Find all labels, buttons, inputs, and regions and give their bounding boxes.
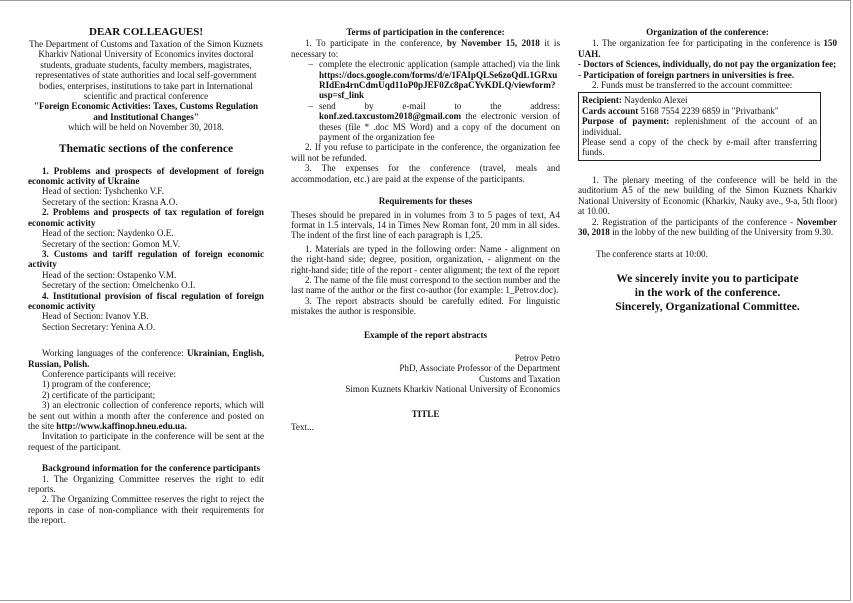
signature-line: Sincerely, Organizational Committee. xyxy=(615,300,800,313)
invite-line: in the work of the conference. xyxy=(634,286,781,299)
example-degree: PhD, Associate Professor of the Department xyxy=(399,363,560,374)
section-title: 2. Problems and prospects of tax regulation of foreign economic activity xyxy=(28,207,264,228)
invite-line: We sincerely invite you to participate xyxy=(616,272,799,285)
organization-heading: Organization of the conference: xyxy=(646,27,769,37)
section-3 xyxy=(28,249,264,291)
background-item: 2. The Organizing Committee reserves the right to reject the reports in case of non-compliance with their requirements for the report. xyxy=(28,494,264,526)
section-head: Head of section: Tyshchenko V.F. xyxy=(42,186,164,197)
column-right xyxy=(578,22,837,314)
section-title: 3. Customs and tariff regulation of foreign economic activity xyxy=(28,248,264,270)
receive-lead: Conference participants will receive: xyxy=(42,368,177,379)
payment-details-box xyxy=(578,92,821,160)
section-secretary: Section Secretary: Yenina A.O. xyxy=(42,321,156,332)
terms-deadline: by November 15, 2018 xyxy=(446,38,540,49)
conference-email-link[interactable]: konf.zed.taxcustom2018@gmail.com xyxy=(319,111,462,122)
requirements-heading: Requirements for theses xyxy=(378,196,473,207)
foreign-partners-note: - Participation of foreign partners in universities is free. xyxy=(578,69,795,80)
column-middle xyxy=(291,22,560,432)
section-head: Head of the section: Ostapenko V.M. xyxy=(42,269,177,280)
example-organization: Simon Kuznets Kharkiv National University of Economics xyxy=(345,384,560,395)
check-note: Please send a copy of the check by e-mail after transferring funds. xyxy=(582,137,817,158)
receive-item-text: 3) an electronic collection of conference reports, which will be sent out within a month after the conference and posted on the site xyxy=(28,400,264,431)
registration-date: November 30, 2018 xyxy=(578,216,837,237)
cards-account-value: 5168 7554 2239 6859 in "Privatbank" xyxy=(638,105,779,116)
example-author: Petrov Petro xyxy=(514,352,560,363)
fee-label: 1. The organization fee for participating in the conference is xyxy=(592,38,824,49)
recipient-value: Naydenko Alexei xyxy=(621,95,688,106)
terms-bullet-application xyxy=(291,59,560,101)
recipient-label: Recipient: xyxy=(582,95,622,106)
collection-link[interactable]: http://www.kaffinop.hneu.edu.ua. xyxy=(56,421,187,431)
payment-purpose-value: replenishment of the account of an individual. xyxy=(582,116,818,137)
example-text: Text... xyxy=(291,422,314,432)
terms-heading: Terms of participation in the conference: xyxy=(346,27,505,37)
application-form-link[interactable]: https://docs.google.com/forms/d/e/1FAIpQLSe6zoQdL1GRxuRIdEn4rnCdmUqd11oP0pJEF0Zc8paCYvKDLQ/viewform?usp=sf_link xyxy=(319,69,558,101)
fee-text xyxy=(578,38,837,59)
application-instruction: complete the electronic application (sample attached) via the link xyxy=(319,59,560,70)
requirement-item: 2. The name of the file must correspond to the section number and the last name of the author or the first co-author (for example: 1_Petrov.doc). xyxy=(291,274,560,296)
example-department: Customs and Taxation xyxy=(478,373,560,384)
greeting: DEAR COLLEAGUES! xyxy=(89,26,203,38)
conference-title: "Foreign Economic Activities: Taxes, Customs Regulation and Institutional Changes" xyxy=(33,101,259,122)
sections-heading: Thematic sections of the conference xyxy=(58,142,234,155)
registration-text: 2. Registration of the participants of the conference - xyxy=(592,216,797,227)
requirement-item: 1. Materials are typed in the following order: Name - alignment on the right-hand side; degree, position, organization, - alignment on the right-hand side; title of the report - center alignment; the text of the report xyxy=(291,243,560,275)
section-secretary: Secretary of the section: Omelchenko O.I. xyxy=(42,280,196,291)
receive-item: 1) program of the conference; xyxy=(42,379,151,390)
cards-account-label: Cards account xyxy=(582,105,639,116)
fee-amount: 150 UAH. xyxy=(578,38,837,59)
working-languages-value: Ukrainian, English, Russian, Polish. xyxy=(28,348,264,369)
recipient xyxy=(582,95,817,105)
payment-purpose xyxy=(582,116,817,137)
email-instruction: send by e-mail to the address: xyxy=(319,100,560,111)
requirement-item: 3. The report abstracts should be carefully edited. For linguistic mistakes the author is responsible. xyxy=(291,295,560,317)
requirements-text: Theses should be prepared in in volumes from 3 to 5 pages of text, A4 format in 1.5 intervals, 14 in Times New Roman font, 20 mm in all sides. The indent of the first line of each paragraph is 1,25. xyxy=(291,209,560,241)
working-languages-label: Working languages of the conference: xyxy=(42,348,188,359)
payment-purpose-label: Purpose of payment: xyxy=(582,116,670,127)
dash-bullet-icon: – xyxy=(308,59,313,70)
registration xyxy=(578,217,837,238)
section-head: Head of Section: Ivanov Y.B. xyxy=(42,311,149,322)
registration-tail: in the lobby of the new building of the University from 9.30. xyxy=(609,226,834,237)
example-title: TITLE xyxy=(411,408,440,419)
transfer-note: 2. Funds must be transferred to the account committee: xyxy=(592,80,793,91)
dash-bullet-icon: – xyxy=(308,100,313,111)
section-1 xyxy=(28,166,264,208)
bullet-text xyxy=(319,101,560,143)
section-secretary: Secretary of the section: Krasna A.O. xyxy=(42,196,178,207)
working-languages xyxy=(28,348,264,369)
bullet-text xyxy=(319,59,560,101)
terms-bullet-email xyxy=(291,101,560,143)
cards-account xyxy=(582,106,817,116)
invitation-note: Invitation to participate in the conference will be sent at the request of the participant. xyxy=(28,431,264,452)
receive-item xyxy=(28,400,264,431)
terms-intro-text: 1. To participate in the conference, xyxy=(305,38,447,49)
section-title: 1. Problems and prospects of development of foreign economic activity of Ukraine xyxy=(28,165,264,187)
section-head: Head of the section: Naydenko O.E. xyxy=(42,228,174,239)
conference-date: which will be held on November 30, 2018. xyxy=(68,122,224,133)
terms-refund: 2. If you refuse to participate in the conference, the organization fee will not be refunded. xyxy=(291,142,560,163)
closing-invitation xyxy=(578,272,837,314)
doctors-note: - Doctors of Sciences, individually, do not pay the organization fee; xyxy=(578,59,837,70)
terms-intro xyxy=(291,38,560,59)
terms-expenses: 3. The expenses for the conference (travel, meals and accommodation, etc.) are paid at the expense of the participants. xyxy=(291,163,560,184)
column-left xyxy=(28,22,264,526)
conference-start: The conference starts at 10:00. xyxy=(596,249,708,260)
terms-intro-tail: it is necessary to: xyxy=(291,38,560,59)
example-heading: Example of the report abstracts xyxy=(363,329,488,340)
invitation-intro: The Department of Customs and Taxation of the Simon Kuznets Kharkiv National University of Economics invites doctoral students, graduate students, faculty members, magistrates, representatives of state authorities and local self-government bodies, enterprises, institutions to take part in International scientific and practical conference xyxy=(29,39,263,102)
section-title: 4. Institutional provision of fiscal regulation of foreign economic activity xyxy=(28,290,264,311)
email-instruction-tail: the electronic version of theses (file * .doc MS Word) and a copy of the document on payment of the organization fee xyxy=(319,111,560,143)
section-2 xyxy=(28,207,264,249)
receive-item: 2) certificate of the participant; xyxy=(42,389,156,400)
background-item: 1. The Organizing Committee reserves the right to edit reports. xyxy=(28,473,264,495)
section-4 xyxy=(28,291,264,333)
section-secretary: Secretary of the section: Gomon M.V. xyxy=(42,238,180,249)
plenary-meeting: 1. The plenary meeting of the conference will be held in the auditorium A5 of the new building of the Simon Kuznets Kharkiv National University of Economic (Kharkiv, Nauky ave., 9-a, 5th floor) at 10.00. xyxy=(578,174,837,217)
background-heading: Background information for the conference participants xyxy=(42,463,260,474)
